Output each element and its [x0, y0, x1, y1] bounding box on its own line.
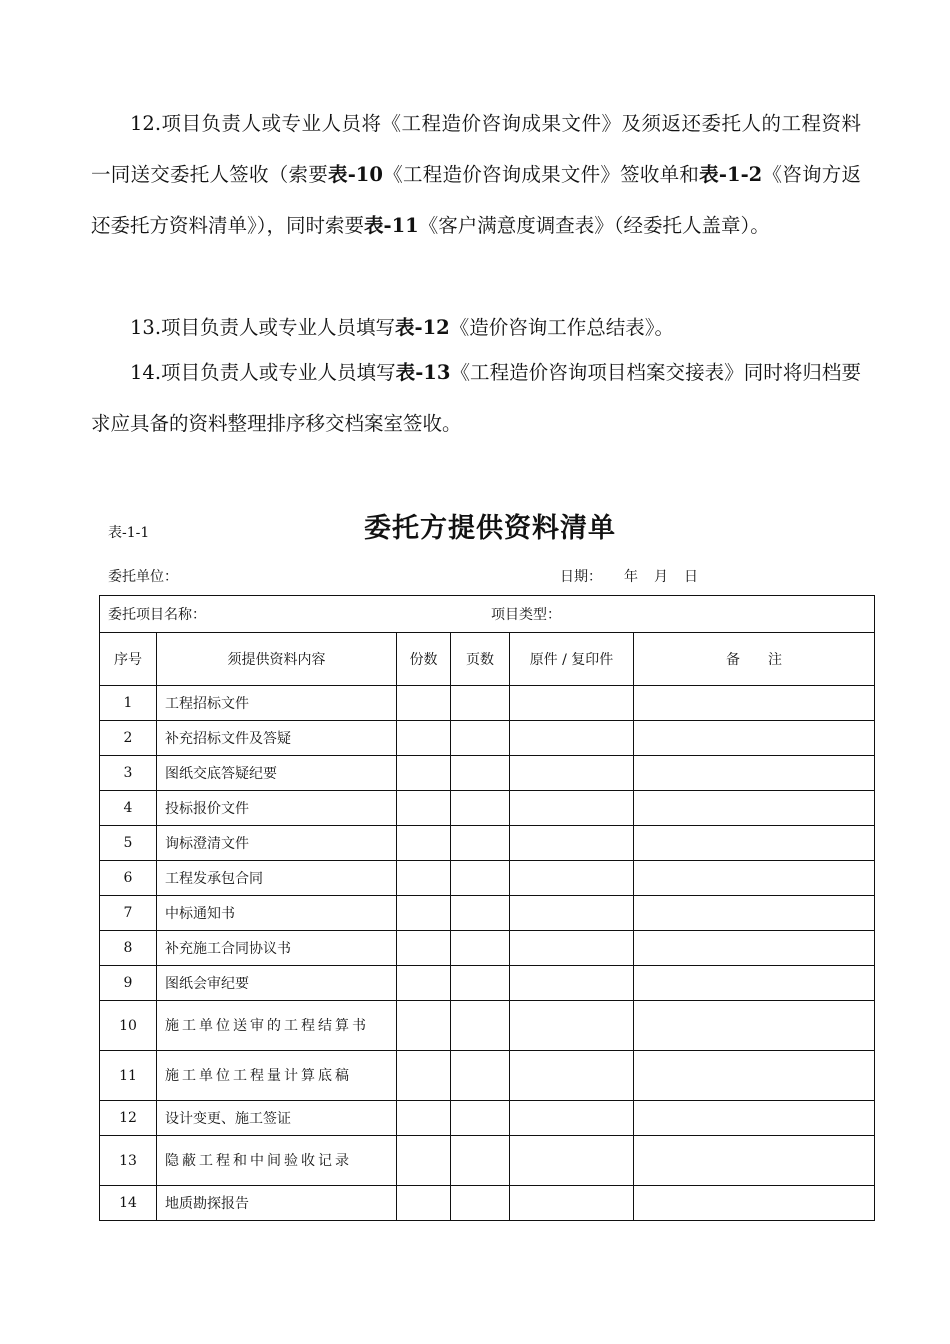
row-content: 补充招标文件及答疑	[157, 721, 397, 756]
row-content: 工程招标文件	[157, 686, 397, 721]
original-cell[interactable]	[510, 966, 634, 1001]
row-content: 工程发承包合同	[157, 861, 397, 896]
header-content: 须提供资料内容	[157, 633, 397, 686]
copies-cell[interactable]	[397, 826, 451, 861]
copies-cell[interactable]	[397, 1186, 451, 1221]
copies-cell[interactable]	[397, 896, 451, 931]
original-cell[interactable]	[510, 1136, 634, 1186]
project-name-label: 委托项目名称：	[108, 607, 206, 623]
copies-cell[interactable]	[397, 756, 451, 791]
row-no: 5	[100, 826, 157, 861]
pages-cell[interactable]	[451, 931, 510, 966]
original-cell[interactable]	[510, 861, 634, 896]
row-content: 施工单位工程量计算底稿	[157, 1051, 397, 1101]
pages-cell[interactable]	[451, 861, 510, 896]
date-line	[560, 566, 698, 586]
row-no: 11	[100, 1051, 157, 1101]
table-row	[100, 931, 875, 966]
header-no: 序号	[100, 633, 157, 686]
remarks-cell[interactable]	[634, 966, 875, 1001]
table-row	[100, 1001, 875, 1051]
header-copies: 份数	[397, 633, 451, 686]
form-reference: 表-1-2	[699, 163, 763, 186]
remarks-cell[interactable]	[634, 1051, 875, 1101]
paragraph-text: 《咨询方返还委托方资料清单》），同时索要	[91, 163, 861, 237]
original-cell[interactable]	[510, 686, 634, 721]
table-row	[100, 756, 875, 791]
row-content: 图纸交底答疑纪要	[157, 756, 397, 791]
copies-cell[interactable]	[397, 1136, 451, 1186]
pages-cell[interactable]	[451, 791, 510, 826]
pages-cell[interactable]	[451, 1101, 510, 1136]
form-title: 委托方提供资料清单	[364, 513, 616, 544]
date-day: 日	[684, 569, 698, 585]
row-content: 施工单位送审的工程结算书	[157, 1001, 397, 1051]
copies-cell[interactable]	[397, 1001, 451, 1051]
original-cell[interactable]	[510, 791, 634, 826]
remarks-cell[interactable]	[634, 721, 875, 756]
date-month: 月	[654, 569, 668, 585]
row-content: 补充施工合同协议书	[157, 931, 397, 966]
paragraph-item-13	[91, 302, 861, 353]
copies-cell[interactable]	[397, 1101, 451, 1136]
pages-cell[interactable]	[451, 826, 510, 861]
remarks-cell[interactable]	[634, 826, 875, 861]
table-row	[100, 1051, 875, 1101]
row-no: 8	[100, 931, 157, 966]
copies-cell[interactable]	[397, 721, 451, 756]
form-reference: 表-10	[327, 163, 383, 186]
project-info-cell	[100, 596, 875, 633]
original-cell[interactable]	[510, 931, 634, 966]
copies-cell[interactable]	[397, 1051, 451, 1101]
paragraph-text: 13.项目负责人或专业人员填写	[130, 316, 396, 339]
copies-cell[interactable]	[397, 966, 451, 1001]
pages-cell[interactable]	[451, 1051, 510, 1101]
row-no: 13	[100, 1136, 157, 1186]
table-row	[100, 791, 875, 826]
remarks-cell[interactable]	[634, 1186, 875, 1221]
paragraph-text: 《客户满意度调查表》（经委托人盖章）。	[418, 214, 770, 237]
paragraph-text: 12.项目负责人或专业人员将《工程造价咨询成果文件》及须返还委托人的工程资料一同送交委托人签收（索要	[91, 112, 861, 186]
row-content: 图纸会审纪要	[157, 966, 397, 1001]
remarks-cell[interactable]	[634, 931, 875, 966]
original-cell[interactable]	[510, 1051, 634, 1101]
table-row	[100, 686, 875, 721]
table-row	[100, 1101, 875, 1136]
row-no: 7	[100, 896, 157, 931]
paragraph-item-12	[91, 98, 861, 251]
materials-table	[99, 595, 875, 1221]
row-content: 隐蔽工程和中间验收记录	[157, 1136, 397, 1186]
project-info-row	[100, 596, 875, 633]
remarks-cell[interactable]	[634, 756, 875, 791]
table-row	[100, 861, 875, 896]
table-row	[100, 826, 875, 861]
copies-cell[interactable]	[397, 931, 451, 966]
original-cell[interactable]	[510, 1186, 634, 1221]
copies-cell[interactable]	[397, 686, 451, 721]
row-content: 询标澄清文件	[157, 826, 397, 861]
pages-cell[interactable]	[451, 896, 510, 931]
form-code: 表-1-1	[108, 525, 150, 541]
row-no: 10	[100, 1001, 157, 1051]
remarks-cell[interactable]	[634, 896, 875, 931]
table-row	[100, 721, 875, 756]
row-content: 地质勘探报告	[157, 1186, 397, 1221]
table-row	[100, 1186, 875, 1221]
original-cell[interactable]	[510, 826, 634, 861]
row-no: 2	[100, 721, 157, 756]
pages-cell[interactable]	[451, 966, 510, 1001]
header-remarks: 备 注	[634, 633, 875, 686]
pages-cell[interactable]	[451, 1001, 510, 1051]
row-content: 投标报价文件	[157, 791, 397, 826]
header-pages: 页数	[451, 633, 510, 686]
paragraph-text: 《造价咨询工作总结表》。	[449, 316, 675, 339]
date-label: 日期：	[560, 569, 602, 585]
row-no: 14	[100, 1186, 157, 1221]
copies-cell[interactable]	[397, 861, 451, 896]
paragraph-text: 《工程造价咨询成果文件》签收单和	[382, 163, 700, 186]
form-reference: 表-12	[395, 316, 450, 339]
copies-cell[interactable]	[397, 791, 451, 826]
original-cell[interactable]	[510, 1101, 634, 1136]
remarks-cell[interactable]	[634, 861, 875, 896]
pages-cell[interactable]	[451, 1186, 510, 1221]
row-no: 1	[100, 686, 157, 721]
client-unit-label: 委托单位：	[108, 569, 178, 585]
paragraph-text: 《工程造价咨询项目档案交接表》同时将归档要求应具备的资料整理排序移交档案室签收。	[91, 361, 861, 435]
form-reference: 表-11	[364, 214, 419, 237]
remarks-cell[interactable]	[634, 791, 875, 826]
date-year: 年	[624, 569, 638, 585]
original-cell[interactable]	[510, 1001, 634, 1051]
row-no: 3	[100, 756, 157, 791]
row-no: 6	[100, 861, 157, 896]
row-content: 中标通知书	[157, 896, 397, 931]
row-no: 9	[100, 966, 157, 1001]
row-no: 4	[100, 791, 157, 826]
table-row	[100, 966, 875, 1001]
original-cell[interactable]	[510, 896, 634, 931]
original-cell[interactable]	[510, 756, 634, 791]
table-row	[100, 1136, 875, 1186]
remarks-cell[interactable]	[634, 1136, 875, 1186]
row-no: 12	[100, 1101, 157, 1136]
form-reference: 表-13	[395, 361, 451, 384]
header-original: 原件 / 复印件	[510, 633, 634, 686]
pages-cell[interactable]	[451, 686, 510, 721]
remarks-cell[interactable]	[634, 1001, 875, 1051]
project-type-label: 项目类型：	[491, 607, 561, 623]
pages-cell[interactable]	[451, 756, 510, 791]
paragraph-text: 14.项目负责人或专业人员填写	[130, 361, 396, 384]
paragraph-item-14	[91, 347, 861, 449]
pages-cell[interactable]	[451, 721, 510, 756]
table-row	[100, 896, 875, 931]
original-cell[interactable]	[510, 721, 634, 756]
remarks-cell[interactable]	[634, 686, 875, 721]
remarks-cell[interactable]	[634, 1101, 875, 1136]
row-content: 设计变更、施工签证	[157, 1101, 397, 1136]
table-header-row	[100, 633, 875, 686]
pages-cell[interactable]	[451, 1136, 510, 1186]
